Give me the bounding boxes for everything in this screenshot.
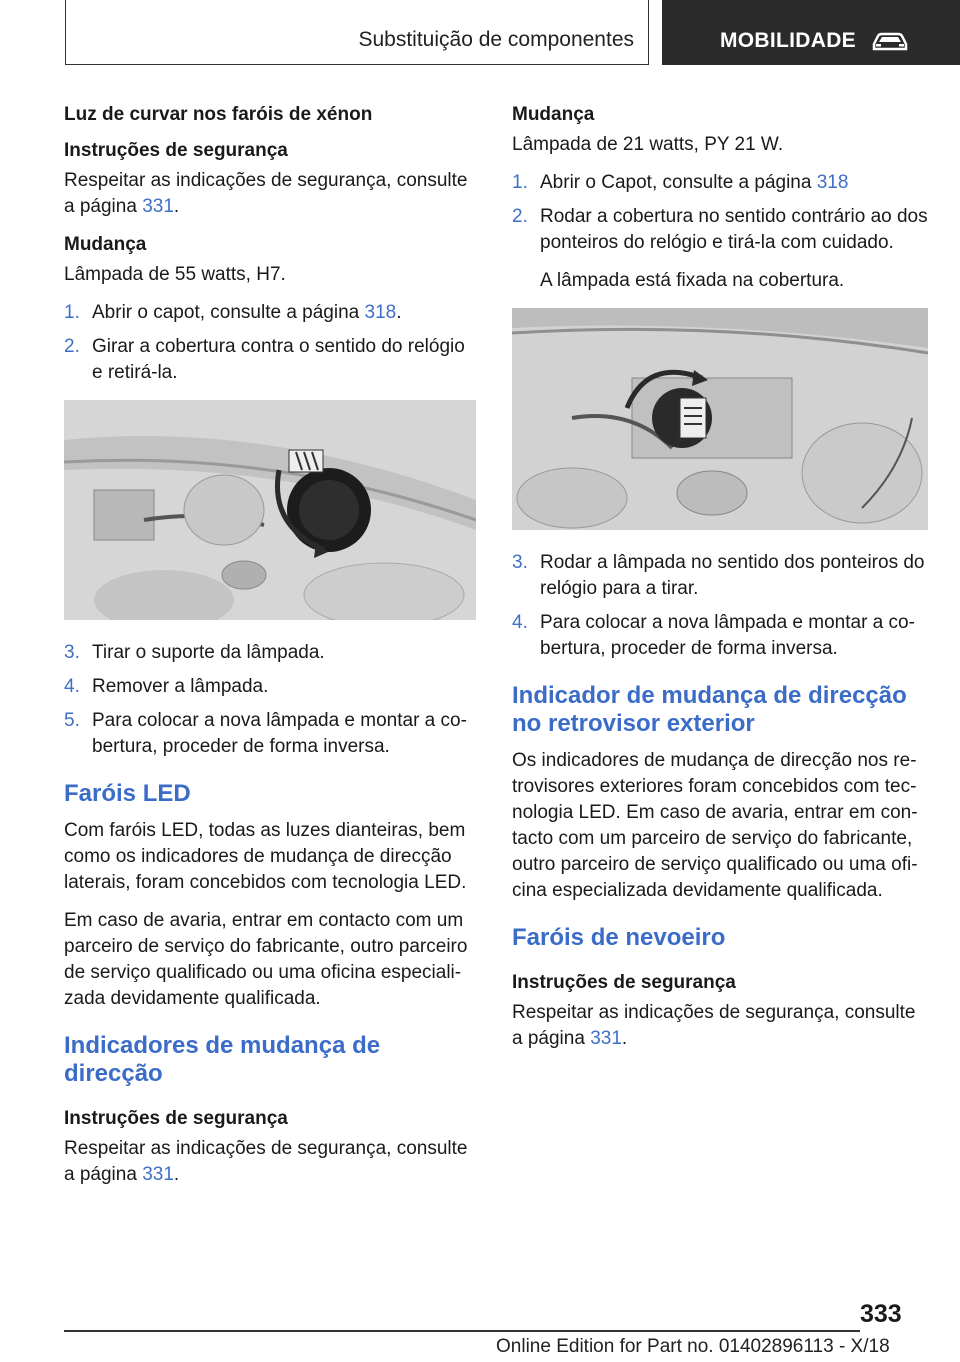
safety-title: Instruções de segurança [64, 140, 288, 161]
list-item: 1. Abrir o capot, consulte a página 318. [64, 302, 402, 323]
page-link[interactable]: 318 [816, 172, 849, 193]
steps-list [512, 550, 928, 662]
list-item: 4. Remover a lâmpada. [64, 676, 269, 697]
mirror-turn-signal-title: Indicador de mudança de direcção no retrovisor exterior [512, 682, 907, 737]
page-link[interactable]: 331 [590, 1028, 622, 1049]
steps-list [512, 170, 928, 256]
fog-lights-title: Faróis de nevoeiro [512, 924, 726, 951]
safety-text: Respeitar as indicações de segurança, consulte a página 331. [64, 1138, 468, 1185]
page-link[interactable]: 331 [142, 196, 174, 217]
list-item: 3. Rodar a lâmpada no sentido dos ponteiros do relógio para a tirar. [512, 552, 925, 599]
list-item: 2. Rodar a cobertura no sentido contrário ao dos ponteiros do relógio e tirá-la com cuidado. [512, 206, 928, 253]
headlight-cover-figure [64, 400, 476, 620]
header-section [65, 0, 649, 65]
list-item: 5. Para colocar a nova lâmpada e montar a cobertura, proceder de forma inversa. [64, 710, 467, 757]
xenon-title: Luz de curvar nos faróis de xénon [64, 104, 373, 125]
section-title: Substituição de componentes [358, 28, 634, 51]
right-column [512, 102, 928, 1064]
chapter-title: MOBILIDADE [720, 28, 856, 52]
bulb-spec: Lâmpada de 21 watts, PY 21 W. [512, 134, 784, 155]
mirror-paragraph: Os indicadores de mudança de direcção nos retrovisores exteriores foram concebidos com tecnologia LED. Em caso de avaria, entrar em contacto com um parceiro de serviço do fabricante, outro parceiro de serviço qualificado ou uma oficina especializada devidamente qualificada. [512, 750, 918, 901]
list-item: 3. Tirar o suporte da lâmpada. [64, 642, 325, 663]
list-item: 1. Abrir o Capot, consulte a página 318 [512, 172, 849, 193]
car-icon [870, 30, 910, 52]
page-number: 333 [860, 1300, 902, 1328]
header-chapter [662, 0, 960, 65]
left-column [64, 102, 476, 1200]
turn-signal-title: Indicadores de mudança de direcção [64, 1032, 381, 1087]
led-paragraph: Com faróis LED, todas as luzes dianteiras, bem como os indicadores de mudança de direcção laterais, foram concebidos com tecnologia LED. [64, 820, 467, 893]
change-title: Mudança [512, 104, 595, 125]
led-paragraph: Em caso de avaria, entrar em contacto com um parceiro de serviço do fabricante, outro parceiro de serviço qualificado ou uma oficina especializada devidamente qualificada. [64, 910, 468, 1009]
led-title: Faróis LED [64, 780, 191, 807]
footer-divider [64, 1330, 860, 1332]
safety-title: Instruções de segurança [512, 972, 736, 993]
safety-text: Respeitar as indicações de segurança, consulte a página 331. [64, 170, 468, 217]
steps-list [64, 640, 476, 760]
steps-list [64, 300, 476, 386]
safety-text: Respeitar as indicações de segurança, consulte a página 331. [512, 1002, 916, 1049]
safety-title: Instruções de segurança [64, 1108, 288, 1129]
list-item: 2. Girar a cobertura contra o sentido do relógio e retirá-la. [64, 336, 465, 383]
step-note: A lâmpada está fixada na cobertura. [540, 270, 845, 291]
bulb-spec: Lâmpada de 55 watts, H7. [64, 264, 286, 285]
change-title: Mudança [64, 234, 147, 255]
page-link[interactable]: 318 [364, 302, 397, 323]
turn-signal-cover-figure [512, 308, 928, 530]
list-item: 4. Para colocar a nova lâmpada e montar a cobertura, proceder de forma inversa. [512, 612, 915, 659]
page-link[interactable]: 331 [142, 1164, 174, 1185]
edition-text: Online Edition for Part no. 01402896113 - X/18 [496, 1336, 890, 1357]
